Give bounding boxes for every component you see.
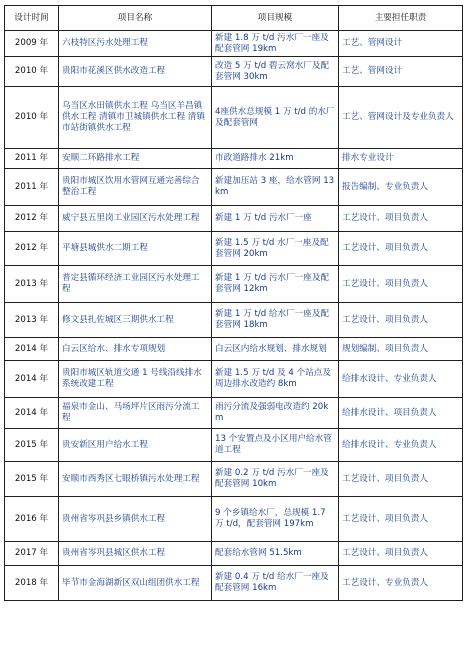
cell-year: 2012 年 bbox=[5, 232, 59, 266]
cell-project-name: 平塘县城供水二期工程 bbox=[59, 232, 212, 266]
cell-duty: 排水专业设计 bbox=[339, 149, 463, 169]
cell-duty: 给排水设计、专业负责人 bbox=[339, 429, 463, 462]
cell-project-scale: 新建 1 万 t/d 污水厂一座及配套管网 12km bbox=[212, 266, 339, 303]
cell-project-name: 普定县循环经济工业园区污水处理工程 bbox=[59, 266, 212, 303]
cell-project-scale: 13 个安置点及小区用户给水管道工程 bbox=[212, 429, 339, 462]
cell-project-name: 修文县扎佐城区三期供水工程 bbox=[59, 303, 212, 338]
cell-project-name: 贵州省岑巩县城区供水工程 bbox=[59, 542, 212, 566]
cell-project-scale: 新建 1.8 万 t/d 污水厂一座及配套管网 19km bbox=[212, 31, 339, 57]
table-row bbox=[5, 303, 463, 338]
cell-project-name: 贵阳市花溪区供水改造工程 bbox=[59, 57, 212, 87]
cell-project-name: 贵阳市城区轨道交通 1 号线沿线排水系统改建工程 bbox=[59, 361, 212, 398]
cell-project-name: 六枝特区污水处理工程 bbox=[59, 31, 212, 57]
cell-project-name: 威宁县五里岗工业园区污水处理工程 bbox=[59, 206, 212, 232]
table-row bbox=[5, 542, 463, 566]
cell-project-scale: 4座供水总规模 1 万 t/d 的水厂及配套管网 bbox=[212, 87, 339, 149]
table-row bbox=[5, 266, 463, 303]
cell-duty: 工艺设计、项目负责人 bbox=[339, 232, 463, 266]
cell-project-scale: 配套给水管网 51.5km bbox=[212, 542, 339, 566]
cell-project-scale: 新建 1.5 万 t/d 及 4 个站点及周边排水改造约 8km bbox=[212, 361, 339, 398]
cell-project-scale: 新建 1 万 t/d 污水厂一座 bbox=[212, 206, 339, 232]
table-row bbox=[5, 338, 463, 361]
cell-project-name: 福泉市金山、马场坪片区雨污分流工程 bbox=[59, 398, 212, 429]
cell-project-name: 贵州省岑巩县乡镇供水工程 bbox=[59, 497, 212, 542]
cell-project-scale: 新建加压站 3 座，给水管网 13km bbox=[212, 169, 339, 206]
cell-year: 2014 年 bbox=[5, 361, 59, 398]
cell-year: 2010 年 bbox=[5, 57, 59, 87]
table-row bbox=[5, 462, 463, 497]
cell-project-scale: 改造 5 万 t/d 碧云窝水厂及配套管网 30km bbox=[212, 57, 339, 87]
header-project-name: 项目名称 bbox=[59, 6, 212, 31]
cell-year: 2013 年 bbox=[5, 303, 59, 338]
table-row bbox=[5, 31, 463, 57]
cell-project-name: 白云区给水、排水专项规划 bbox=[59, 338, 212, 361]
table-row bbox=[5, 169, 463, 206]
cell-year: 2011 年 bbox=[5, 149, 59, 169]
cell-year: 2011 年 bbox=[5, 169, 59, 206]
cell-project-scale: 9 个乡镇给水厂，总规模 1.7 万 t/d，配套管网 197km bbox=[212, 497, 339, 542]
cell-project-scale: 新建 0.4 万 t/d 给水厂一座及配套管网 16km bbox=[212, 566, 339, 601]
cell-duty: 工艺设计、项目负责人 bbox=[339, 206, 463, 232]
table-row bbox=[5, 398, 463, 429]
cell-project-scale: 新建 1 万 t/d 给水厂一座及配套管网 18km bbox=[212, 303, 339, 338]
cell-year: 2010 年 bbox=[5, 87, 59, 149]
table-row bbox=[5, 566, 463, 601]
cell-project-name: 毕节市金海湖新区双山组团供水工程 bbox=[59, 566, 212, 601]
cell-project-name: 乌当区水田镇供水工程 乌当区羊昌镇供水工程 清镇市卫城镇供水工程 清镇市站街镇供水工程 bbox=[59, 87, 212, 149]
table-row bbox=[5, 361, 463, 398]
cell-duty: 工艺设计、项目负责人 bbox=[339, 462, 463, 497]
table-row bbox=[5, 57, 463, 87]
header-main-duty: 主要担任职责 bbox=[339, 6, 463, 31]
header-design-time: 设计时间 bbox=[5, 6, 59, 31]
cell-year: 2012 年 bbox=[5, 206, 59, 232]
cell-year: 2016 年 bbox=[5, 497, 59, 542]
cell-project-name: 安顺市西秀区七眼桥镇污水处理工程 bbox=[59, 462, 212, 497]
cell-duty: 工艺、管网设计 bbox=[339, 31, 463, 57]
cell-duty: 报告编制、专业负责人 bbox=[339, 169, 463, 206]
cell-duty: 工艺设计、项目负责人 bbox=[339, 266, 463, 303]
cell-project-name: 贵阳市城区饮用水管网互通完善综合整治工程 bbox=[59, 169, 212, 206]
cell-year: 2015 年 bbox=[5, 429, 59, 462]
cell-duty: 工艺设计、项目负责人 bbox=[339, 497, 463, 542]
cell-project-scale: 新建 0.2 万 t/d 污水厂一座及配套管网 10km bbox=[212, 462, 339, 497]
cell-project-scale: 新建 1.5 万 t/d 水厂一座及配套管网 20km bbox=[212, 232, 339, 266]
cell-duty: 给排水设计、专业负责人 bbox=[339, 361, 463, 398]
table-row bbox=[5, 149, 463, 169]
table-header-row bbox=[5, 6, 463, 31]
cell-duty: 规划编制、项目负责人 bbox=[339, 338, 463, 361]
cell-project-scale: 市政道路排水 21km bbox=[212, 149, 339, 169]
table-row bbox=[5, 497, 463, 542]
cell-year: 2014 年 bbox=[5, 398, 59, 429]
cell-year: 2015 年 bbox=[5, 462, 59, 497]
cell-year: 2017 年 bbox=[5, 542, 59, 566]
cell-year: 2013 年 bbox=[5, 266, 59, 303]
cell-project-scale: 雨污分流及强弱电改造约 20km bbox=[212, 398, 339, 429]
cell-year: 2018 年 bbox=[5, 566, 59, 601]
cell-duty: 工艺、管网设计及专业负责人 bbox=[339, 87, 463, 149]
table-row bbox=[5, 429, 463, 462]
cell-year: 2009 年 bbox=[5, 31, 59, 57]
table-row bbox=[5, 232, 463, 266]
cell-project-name: 安顺二环路排水工程 bbox=[59, 149, 212, 169]
table-row bbox=[5, 206, 463, 232]
cell-duty: 工艺设计、项目负责人 bbox=[339, 303, 463, 338]
cell-year: 2014 年 bbox=[5, 338, 59, 361]
header-project-scale: 项目规模 bbox=[212, 6, 339, 31]
project-experience-table bbox=[4, 5, 463, 601]
cell-duty: 给排水设计、项目负责人 bbox=[339, 398, 463, 429]
cell-project-name: 贵安新区用户给水工程 bbox=[59, 429, 212, 462]
cell-duty: 工艺设计、项目负责人 bbox=[339, 542, 463, 566]
table-row bbox=[5, 87, 463, 149]
cell-project-scale: 白云区内给水规划、排水规划 bbox=[212, 338, 339, 361]
cell-duty: 工艺、管网设计 bbox=[339, 57, 463, 87]
cell-duty: 工艺设计、专业负责人 bbox=[339, 566, 463, 601]
